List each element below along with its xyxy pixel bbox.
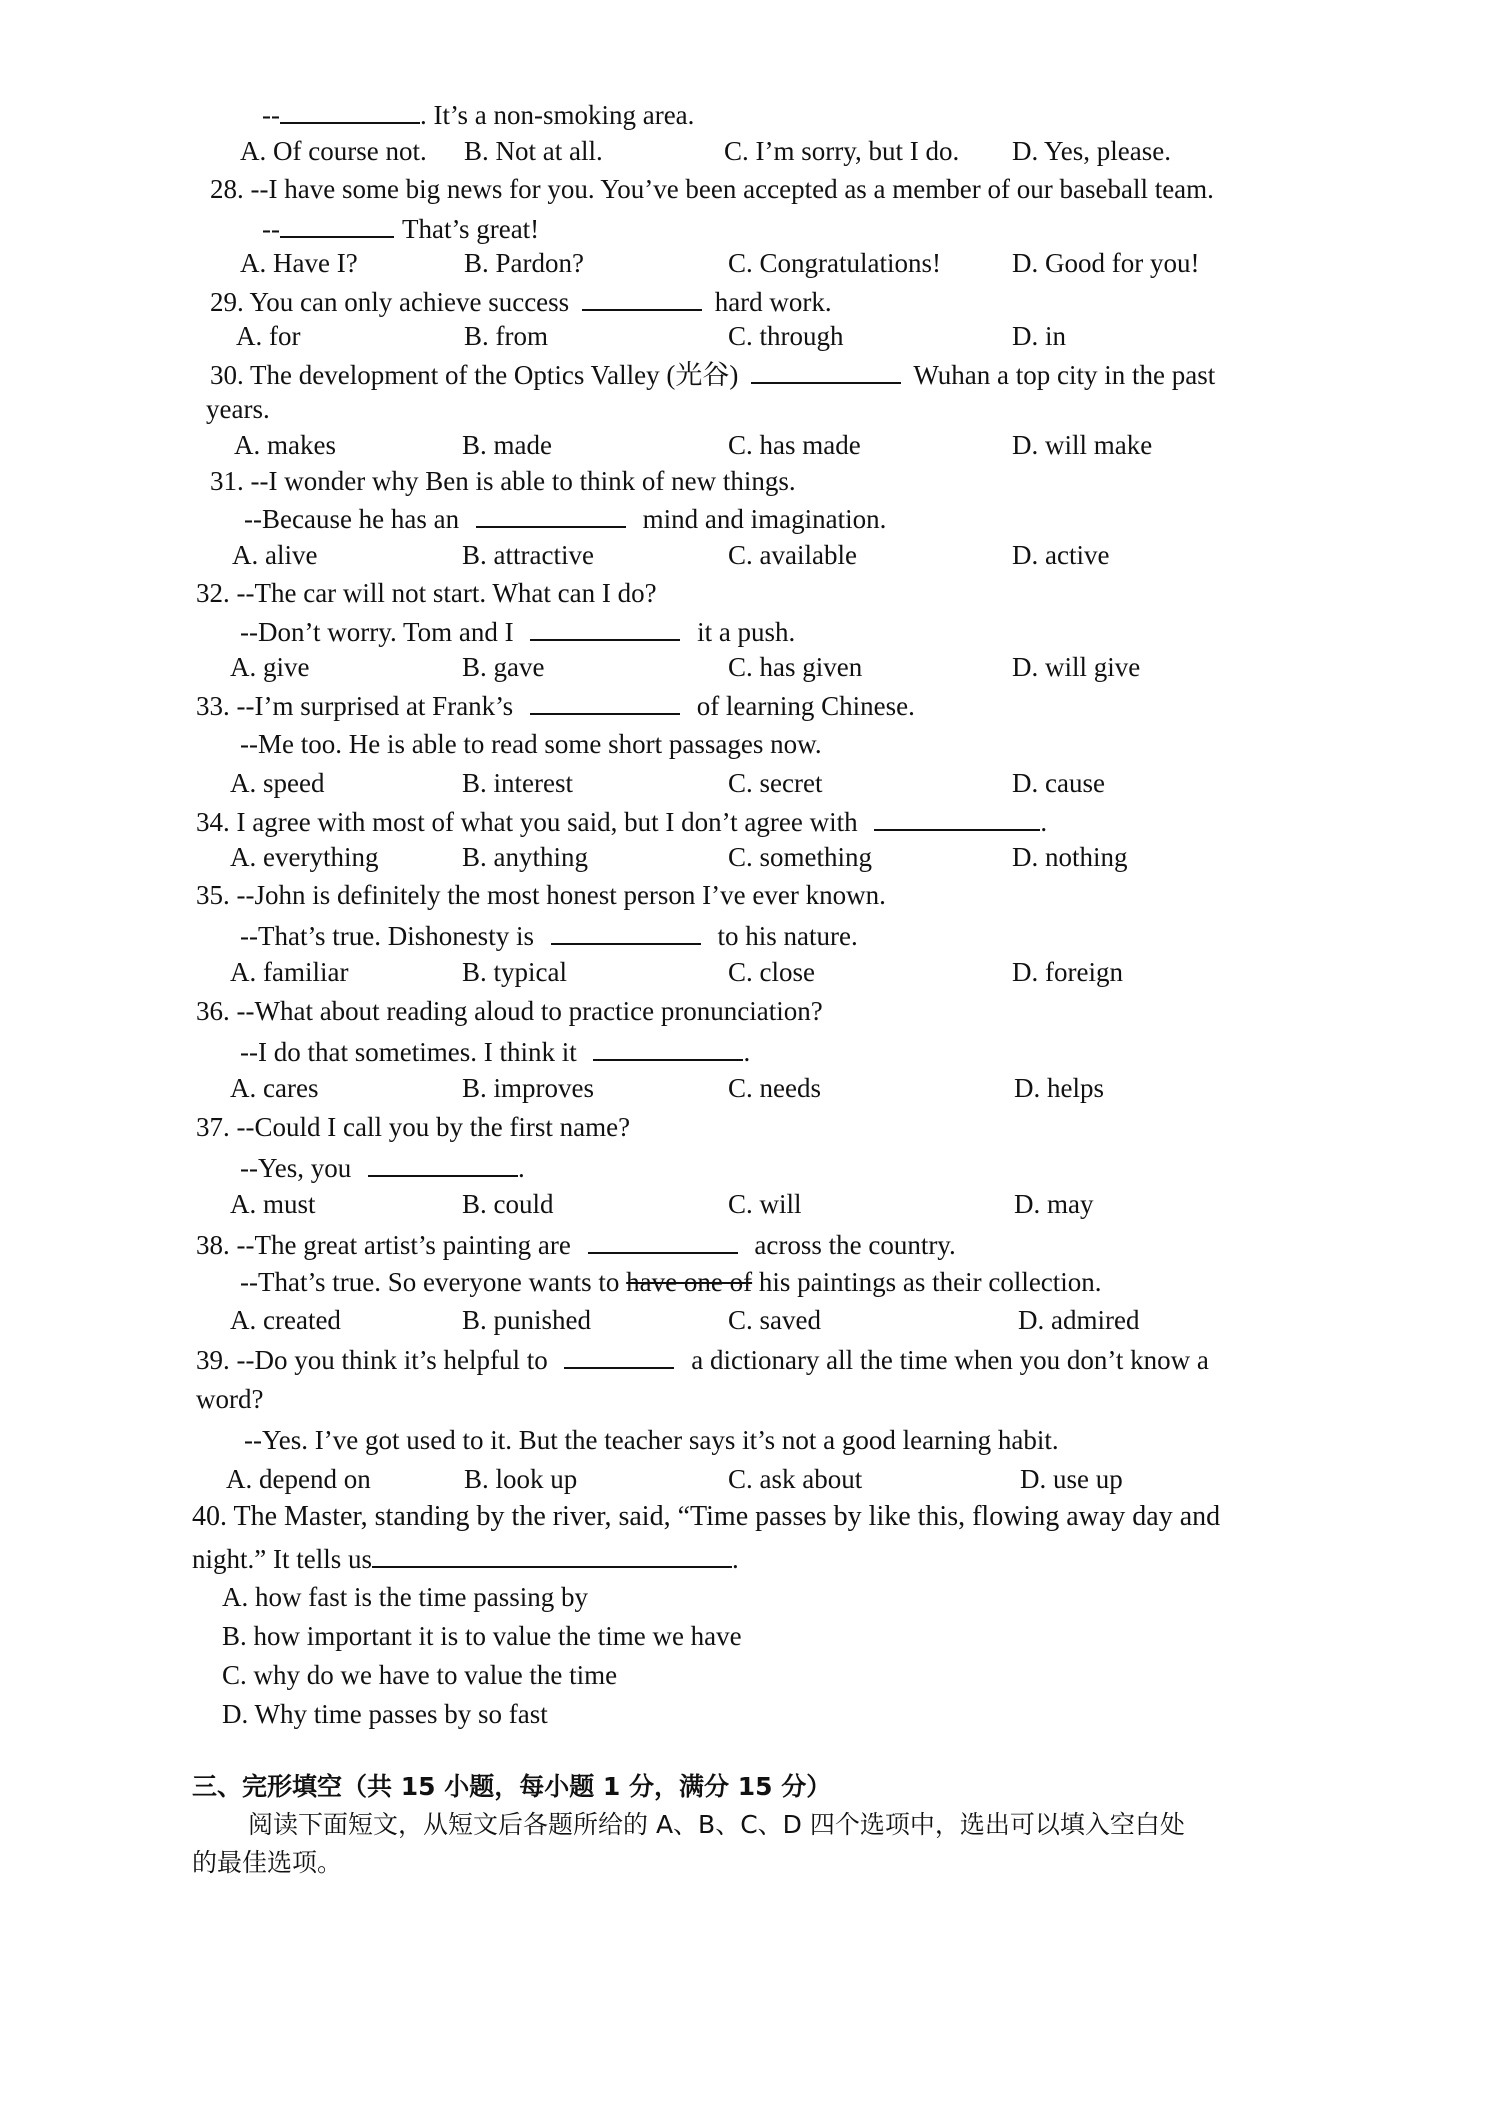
q37-prompt: 37. --Could I call you by the first name? (196, 1112, 631, 1142)
q30-blank (751, 356, 901, 384)
q40-option-c: C. why do we have to value the time (222, 1660, 618, 1690)
q29-suffix: hard work. (714, 287, 832, 317)
q36-reply-suffix: . (743, 1037, 751, 1067)
q40-option-b: B. how important it is to value the time we have (222, 1621, 742, 1651)
q35-option-b: B. typical (462, 957, 567, 987)
q32-blank (530, 613, 680, 641)
q31-reply (244, 500, 886, 536)
q33-suffix: of learning Chinese. (696, 691, 915, 721)
q39-option-d: D. use up (1020, 1464, 1123, 1494)
q34-prompt (196, 803, 1047, 839)
q32-reply (240, 613, 795, 649)
q38-prompt (196, 1226, 956, 1262)
q29-option-b: B. from (464, 321, 548, 351)
q38-line2-start: --That’s true. So everyone wants to (240, 1267, 627, 1297)
q39-blank (564, 1341, 674, 1369)
q32-reply-suffix: it a push. (697, 617, 796, 647)
q38-option-b: B. punished (462, 1305, 592, 1335)
q31-option-b: B. attractive (462, 540, 594, 570)
q29-prefix: 29. You can only achieve success (210, 287, 570, 317)
q29-prompt (210, 283, 832, 319)
q28-option-c: C. Congratulations! (728, 248, 941, 278)
q33-option-c: C. secret (728, 768, 823, 798)
q36-option-b: B. improves (462, 1073, 594, 1103)
q31-option-a: A. alive (232, 540, 318, 570)
q33-prompt-line2: --Me too. He is able to read some short passages now. (240, 729, 822, 759)
q28-option-a: A. Have I? (240, 248, 358, 278)
q35-prompt: 35. --John is definitely the most honest person I’ve ever known. (196, 880, 886, 910)
q28-option-b: B. Pardon? (464, 248, 584, 278)
q39-prompt (196, 1341, 1209, 1377)
q39-prefix: 39. --Do you think it’s helpful to (196, 1345, 548, 1375)
q37-option-c: C. will (728, 1189, 802, 1219)
q34-option-b: B. anything (462, 842, 588, 872)
q32-reply-prefix: --Don’t worry. Tom and I (240, 617, 514, 647)
q37-blank (368, 1149, 518, 1177)
q40-line2-prefix: night.” It tells us (192, 1544, 372, 1574)
q31-reply-prefix: --Because he has an (244, 504, 460, 534)
q36-prompt: 36. --What about reading aloud to practice pronunciation? (196, 996, 823, 1026)
q30-prefix: 30. The development of the Optics Valley (光谷) (210, 360, 739, 390)
q38-prompt-line2 (240, 1265, 1102, 1299)
q31-reply-suffix: mind and imagination. (642, 504, 887, 534)
q29-option-d: D. in (1012, 321, 1066, 351)
q33-option-b: B. interest (462, 768, 573, 798)
q30-prompt (210, 356, 1215, 392)
q27-option-a: A. Of course not. (240, 136, 427, 166)
q31-option-d: D. active (1012, 540, 1110, 570)
q30-option-b: B. made (462, 430, 552, 460)
q39-option-c: C. ask about (728, 1464, 863, 1494)
q34-option-d: D. nothing (1012, 842, 1128, 872)
q34-option-c: C. something (728, 842, 873, 872)
q33-option-d: D. cause (1012, 768, 1105, 798)
q38-struck-text: have one of (626, 1267, 753, 1297)
q30-suffix: Wuhan a top city in the past (913, 360, 1216, 390)
q40-option-a: A. how fast is the time passing by (222, 1582, 588, 1612)
q33-prompt (196, 687, 915, 723)
q37-option-d: D. may (1014, 1189, 1094, 1219)
q34-prefix: 34. I agree with most of what you said, but I don’t agree with (196, 807, 858, 837)
q28-option-d: D. Good for you! (1012, 248, 1200, 278)
q35-option-d: D. foreign (1012, 957, 1123, 987)
q27-blank (280, 96, 420, 124)
q36-blank (593, 1033, 743, 1061)
q38-suffix: across the country. (754, 1230, 956, 1260)
q33-prefix: 33. --I’m surprised at Frank’s (196, 691, 514, 721)
q39-suffix: a dictionary all the time when you don’t know a (691, 1345, 1209, 1375)
q39-prompt-line3: --Yes. I’ve got used to it. But the teacher says it’s not a good learning habit. (244, 1425, 1059, 1455)
q32-option-a: A. give (230, 652, 310, 682)
q32-option-d: D. will give (1012, 652, 1141, 682)
q28-reply-suffix: That’s great! (401, 214, 540, 244)
q40-line2-suffix: . (731, 1544, 739, 1574)
q28-prompt: 28. --I have some big news for you. You’ve been accepted as a member of our baseball team. (210, 174, 1214, 204)
q35-option-a: A. familiar (230, 957, 349, 987)
q38-line2-end: his paintings as their collection. (752, 1267, 1102, 1297)
q38-option-d: D. admired (1018, 1305, 1140, 1335)
q36-option-c: C. needs (728, 1073, 821, 1103)
q30-option-d: D. will make (1012, 430, 1153, 460)
q40-prompt: 40. The Master, standing by the river, said, “Time passes by like this, flowing away day and (192, 1501, 1221, 1532)
q29-blank (582, 283, 702, 311)
q37-option-a: A. must (230, 1189, 316, 1219)
q35-reply (240, 917, 858, 953)
q34-suffix: . (1040, 807, 1048, 837)
q27-reply-suffix: . It’s a non-smoking area. (419, 100, 695, 130)
q34-blank (874, 803, 1040, 831)
q39-option-a: A. depend on (226, 1464, 371, 1494)
q33-blank (530, 687, 680, 715)
q31-option-c: C. available (728, 540, 857, 570)
q34-option-a: A. everything (230, 842, 379, 872)
q37-reply-suffix: . (518, 1153, 525, 1183)
q29-option-c: C. through (728, 321, 844, 351)
q27-reply-prefix: -- (262, 100, 280, 130)
q38-blank (588, 1226, 738, 1254)
q32-prompt: 32. --The car will not start. What can I do? (196, 578, 657, 608)
q27-reply (262, 96, 694, 132)
q39-prompt-line2: word? (196, 1384, 264, 1414)
q36-option-d: D. helps (1014, 1073, 1104, 1103)
q35-reply-suffix: to his nature. (717, 921, 858, 951)
section3-instruction-line1: 阅读下面短文，从短文后各题所给的 A、B、C、D 四个选项中，选出可以填入空白处 (248, 1810, 1185, 1839)
section3-instruction-line2: 的最佳选项。 (192, 1848, 343, 1877)
q30-prompt-line2: years. (206, 394, 270, 424)
q30-option-c: C. has made (728, 430, 861, 460)
q27-option-c: C. I’m sorry, but I do. (724, 136, 960, 166)
q27-option-b: B. Not at all. (464, 136, 603, 166)
section3-heading: 三、完形填空（共 15 小题，每小题 1 分，满分 15 分） (192, 1772, 832, 1801)
q29-option-a: A. for (236, 321, 301, 351)
q32-option-c: C. has given (728, 652, 863, 682)
q33-option-a: A. speed (230, 768, 325, 798)
q27-option-d: D. Yes, please. (1012, 136, 1171, 166)
q28-reply (262, 210, 539, 246)
q36-reply (240, 1033, 750, 1069)
q37-option-b: B. could (462, 1189, 554, 1219)
q37-reply (240, 1149, 525, 1185)
q37-reply-prefix: --Yes, you (240, 1153, 352, 1183)
q31-blank (476, 500, 626, 528)
q32-option-b: B. gave (462, 652, 545, 682)
q40-prompt-line2 (192, 1540, 739, 1576)
q39-option-b: B. look up (464, 1464, 578, 1494)
q38-option-c: C. saved (728, 1305, 821, 1335)
q35-option-c: C. close (728, 957, 815, 987)
q30-option-a: A. makes (234, 430, 336, 460)
q38-prefix: 38. --The great artist’s painting are (196, 1230, 571, 1260)
q28-blank (280, 210, 394, 238)
q36-option-a: A. cares (230, 1073, 319, 1103)
q35-blank (551, 917, 701, 945)
q40-blank (372, 1540, 732, 1568)
q28-reply-prefix: -- (262, 214, 280, 244)
q38-option-a: A. created (230, 1305, 341, 1335)
q36-reply-prefix: --I do that sometimes. I think it (240, 1037, 577, 1067)
q40-option-d: D. Why time passes by so fast (222, 1699, 548, 1729)
q31-prompt: 31. --I wonder why Ben is able to think of new things. (210, 466, 796, 496)
q35-reply-prefix: --That’s true. Dishonesty is (240, 921, 534, 951)
